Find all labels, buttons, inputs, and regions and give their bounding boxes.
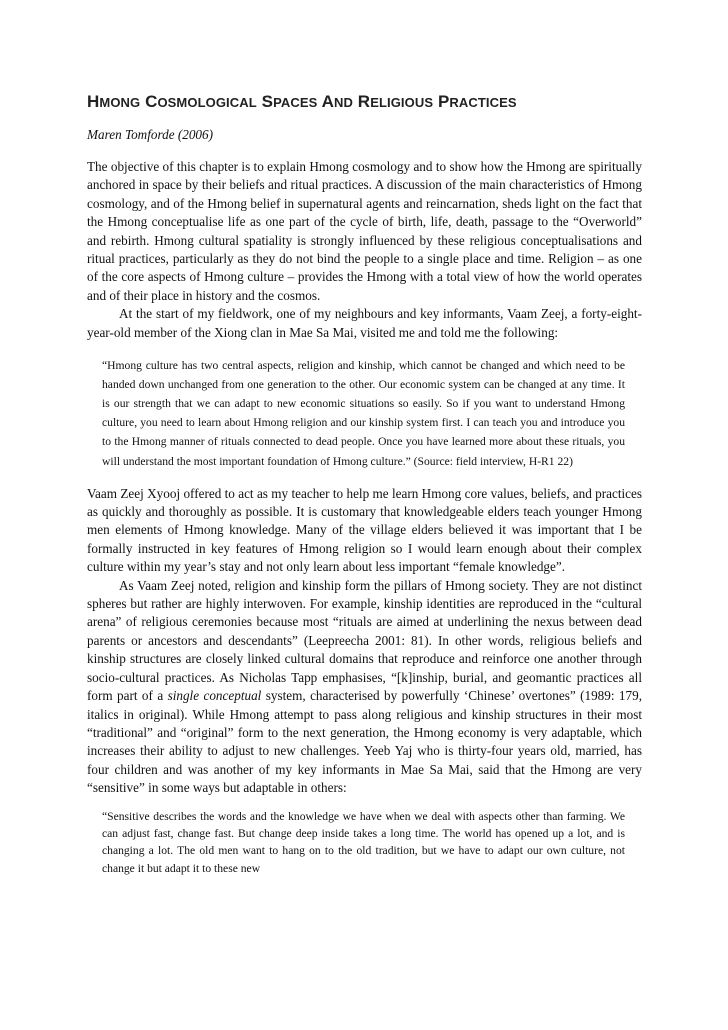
title-word: SPACES [261, 92, 318, 111]
title-word: HMONG [87, 92, 141, 111]
emphasis-text: single conceptual [167, 688, 262, 704]
title-word: PRACTICES [437, 92, 517, 111]
author-line: Maren Tomforde (2006) [87, 127, 214, 142]
paragraph-pillars [87, 577, 642, 798]
chapter-title [87, 92, 642, 113]
block-quote-yeeb-yaj: “Sensitive describes the words and the knowledge we have when we deal with aspects other than farming. We can adjust fast, change fast. But change deep inside takes a long time. The world has opened up a lot, and is changing a lot. The old men want to hang on to the old tradition, but we have to adapt our own culture, not change it but adapt it to these new [102, 809, 625, 875]
paragraph-teacher: Vaam Zeej Xyooj offered to act as my teacher to help me learn Hmong core values, beliefs, and practices as quickly and thoroughly as possible. It is customary that knowledgeable elders teach younger Hmong men elements of Hmong knowledge. Many of the village elders believed it was important that I be formally instructed in key features of Hmong religion so I would learn enough about their complex culture within my year’s stay and not only learn about less important “female knowledge”. [87, 485, 642, 575]
title-word: RELIGIOUS [357, 92, 434, 111]
paragraph-text: As Vaam Zeej noted, religion and kinship form the pillars of Hmong society. They are not distinct spheres but rather are highly interwoven. For example, kinship identities are reproduced in the “cultural arena” of religious ceremonies because most “rituals are aimed at underlining the nexus between dead parents or ancestors and descendants” (Leepreecha 2001: 81). In other words, religious beliefs and kinship structures are closely linked cultural domains that reproduce and reinforce one another through socio-cultural practices. As Nicholas Tapp emphasises, “[k]inship, burial, and geomantic practices all form part of a [87, 577, 642, 704]
title-word: AND [321, 92, 353, 111]
title-word: COSMOLOGICAL [145, 92, 257, 111]
paragraph-fieldwork: At the start of my fieldwork, one of my neighbours and key informants, Vaam Zeej, a forty-eight-year-old member of the Xiong clan in Mae Sa Mai, visited me and told me the following: [87, 306, 642, 340]
paragraph-text: system, characterised by powerfully ‘Chinese’ overtones” (1989: 179, italics in original). While Hmong attempt to pass along religious and kinship structures in their most “traditional” and “original” form to the next generation, the Hmong economy is very adaptable, which increases their ability to adjust to new challenges. Yeeb Yaj who is thirty-four years old, married, has four children and was another of my key informants in Mae Sa Mai, said that the Hmong are very “sensitive” in some ways but adaptable in others: [87, 688, 642, 796]
paragraph-intro: The objective of this chapter is to explain Hmong cosmology and to show how the Hmong are spiritually anchored in space by their beliefs and ritual practices. A discussion of the main characteristics of Hmong cosmology, and of the Hmong belief in supernatural agents and reincarnation, sheds light on the fact that the Hmong conceptualise life as one part of the cycle of birth, life, death, passage to the “Overworld” and rebirth. Hmong cultural spatiality is strongly influenced by these religious conceptualisations and ritual practices, particularly as they do not bind the people to a single place and time. Religion – as one of the core aspects of Hmong culture – provides the Hmong with a total view of how the world operates and of their place in history and the cosmos. [87, 159, 642, 303]
block-quote-vaam-zeej: “Hmong culture has two central aspects, religion and kinship, which cannot be changed and which need to be handed down unchanged from one generation to the other. Our economic system can be changed at any time. It is our strength that we can adapt to new economic situations so easily. So if you want to understand Hmong culture, you need to learn about Hmong religion and our kinship system first. I can teach you and introduce you to the Hmong manner of rituals connected to dead people. Once you have learned more about these rituals, you will understand the most important foundation of Hmong culture.” (Source: field interview, H-R1 22) [102, 359, 625, 468]
document-page [87, 92, 642, 891]
